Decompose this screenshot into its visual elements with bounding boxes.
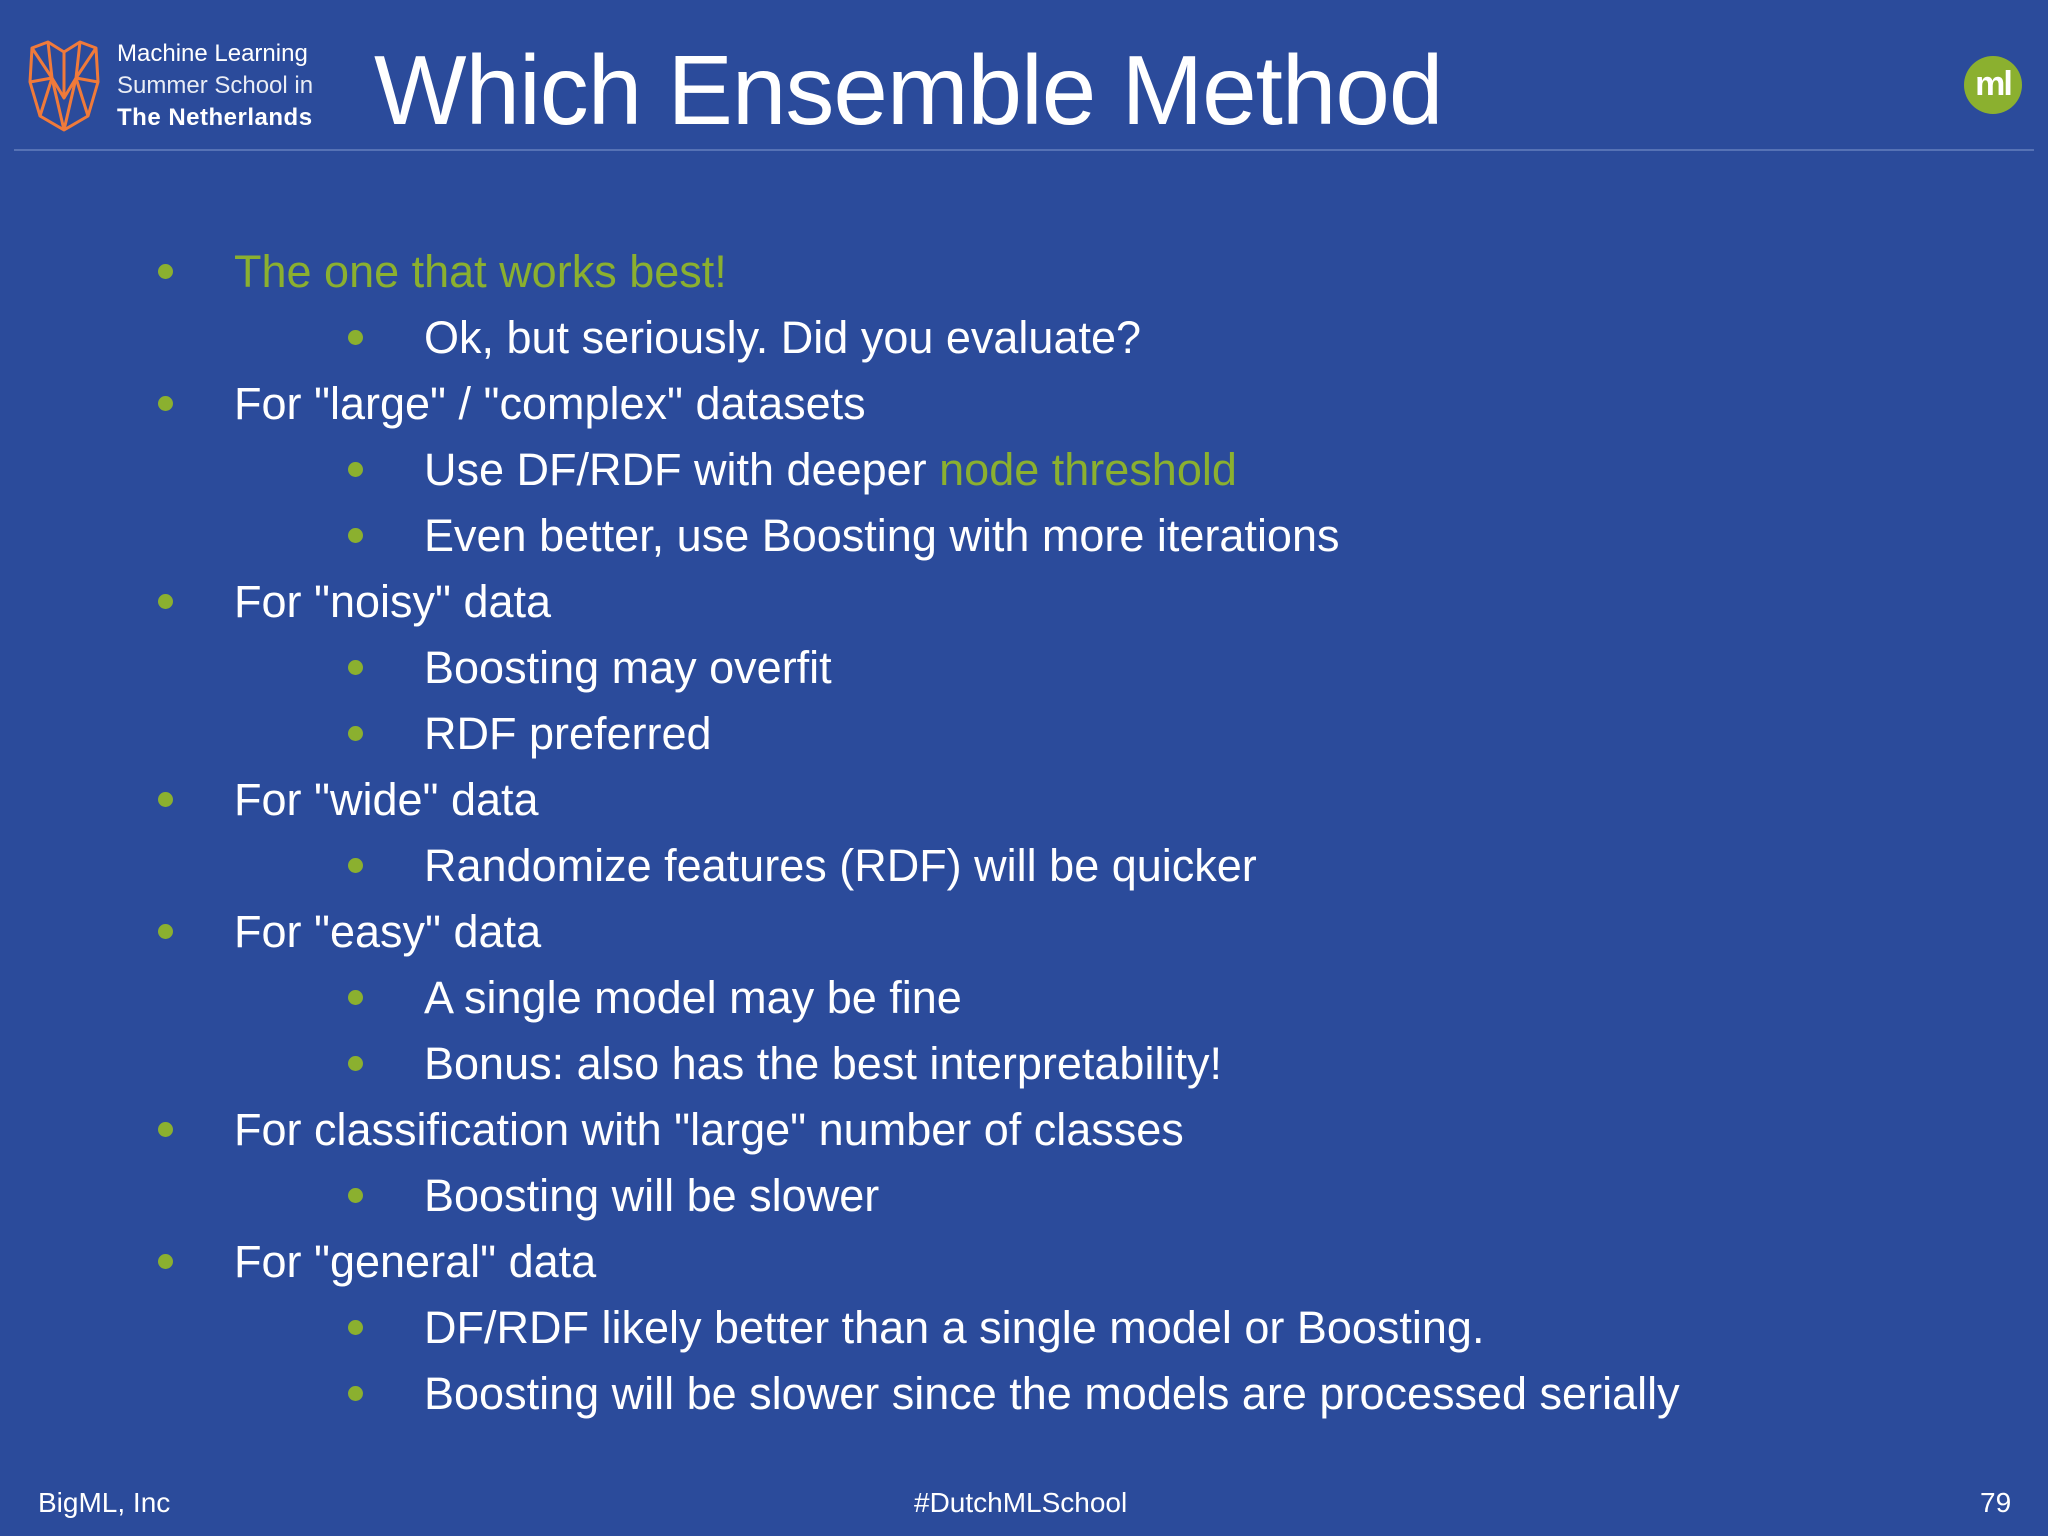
bullet-dot-icon — [348, 990, 363, 1005]
bullet-dot-icon — [348, 1188, 363, 1203]
bullet-item — [0, 370, 2048, 436]
bullet-dot-icon — [348, 1056, 363, 1071]
sub-bullet-item — [0, 1030, 2048, 1096]
bullet-dot-icon — [348, 1386, 363, 1401]
bullet-text-prefix: Use DF/RDF with deeper — [424, 444, 940, 495]
bullet-text: Boosting will be slower since the models are processed serially — [424, 1368, 1680, 1419]
bullet-item — [0, 898, 2048, 964]
sub-bullet-item — [0, 436, 2048, 502]
school-logo-text — [117, 38, 337, 134]
slide-title: Which Ensemble Method — [374, 35, 1443, 145]
bullet-text: Even better, use Boosting with more iterations — [424, 510, 1340, 561]
bullet-item — [0, 238, 2048, 304]
logo-line-netherlands: The Netherlands — [117, 104, 313, 131]
bullet-item — [0, 1096, 2048, 1162]
bullet-text: Ok, but seriously. Did you evaluate? — [424, 312, 1142, 363]
bullet-dot-icon — [158, 264, 173, 279]
bullet-text: RDF preferred — [424, 708, 712, 759]
bullet-dot-icon — [348, 462, 363, 477]
logo-line-summer-school: Summer School in — [117, 72, 314, 99]
header-divider — [14, 149, 2034, 151]
bullet-text: For "easy" data — [234, 906, 542, 957]
ml-badge-icon: ml — [1964, 56, 2022, 114]
bullet-dot-icon — [348, 330, 363, 345]
bullet-dot-icon — [348, 726, 363, 741]
sub-bullet-item — [0, 1162, 2048, 1228]
sub-bullet-item — [0, 1360, 2048, 1426]
sub-bullet-item — [0, 700, 2048, 766]
slide-page-number: 79 — [1980, 1487, 2012, 1518]
sub-bullet-item — [0, 304, 2048, 370]
bullet-text: For "wide" data — [234, 774, 539, 825]
footer-hashtag: #DutchMLSchool — [914, 1487, 1128, 1518]
sub-bullet-item — [0, 502, 2048, 568]
bullet-dot-icon — [348, 528, 363, 543]
bullet-text: Randomize features (RDF) will be quicker — [424, 840, 1257, 891]
bullet-text: Boosting will be slower — [424, 1170, 880, 1221]
bullet-text: For "general" data — [234, 1236, 597, 1287]
bullet-dot-icon — [158, 396, 173, 411]
bullet-dot-icon — [158, 924, 173, 939]
geometric-head-logo-icon — [26, 38, 102, 132]
sub-bullet-item — [0, 1294, 2048, 1360]
bullet-item — [0, 766, 2048, 832]
footer-company: BigML, Inc — [38, 1487, 171, 1518]
sub-bullet-item — [0, 964, 2048, 1030]
bullet-dot-icon — [158, 1254, 173, 1269]
sub-bullet-item — [0, 832, 2048, 898]
bullet-text: A single model may be fine — [424, 972, 962, 1023]
bullet-text: DF/RDF likely better than a single model or Boosting. — [424, 1302, 1485, 1353]
bullet-text: Boosting may overfit — [424, 642, 832, 693]
bullet-dot-icon — [348, 858, 363, 873]
bullet-text: Bonus: also has the best interpretability! — [424, 1038, 1222, 1089]
bullet-text: For "noisy" data — [234, 576, 552, 627]
bullet-dot-icon — [158, 594, 173, 609]
bullet-item — [0, 1228, 2048, 1294]
logo-line-machine-learning: Machine Learning — [117, 40, 308, 67]
bullet-dot-icon — [158, 792, 173, 807]
bullet-text: The one that works best! — [234, 246, 727, 297]
bullet-dot-icon — [348, 1320, 363, 1335]
bullet-text — [424, 442, 1237, 498]
bullet-item — [0, 568, 2048, 634]
bullet-text-highlight: node threshold — [939, 444, 1237, 495]
bullet-text: For classification with "large" number of classes — [234, 1104, 1184, 1155]
slide-header — [0, 0, 2048, 150]
bullet-list — [0, 238, 2048, 1426]
bullet-text: For "large" / "complex" datasets — [234, 378, 866, 429]
bullet-dot-icon — [348, 660, 363, 675]
bullet-dot-icon — [158, 1122, 173, 1137]
sub-bullet-item — [0, 634, 2048, 700]
